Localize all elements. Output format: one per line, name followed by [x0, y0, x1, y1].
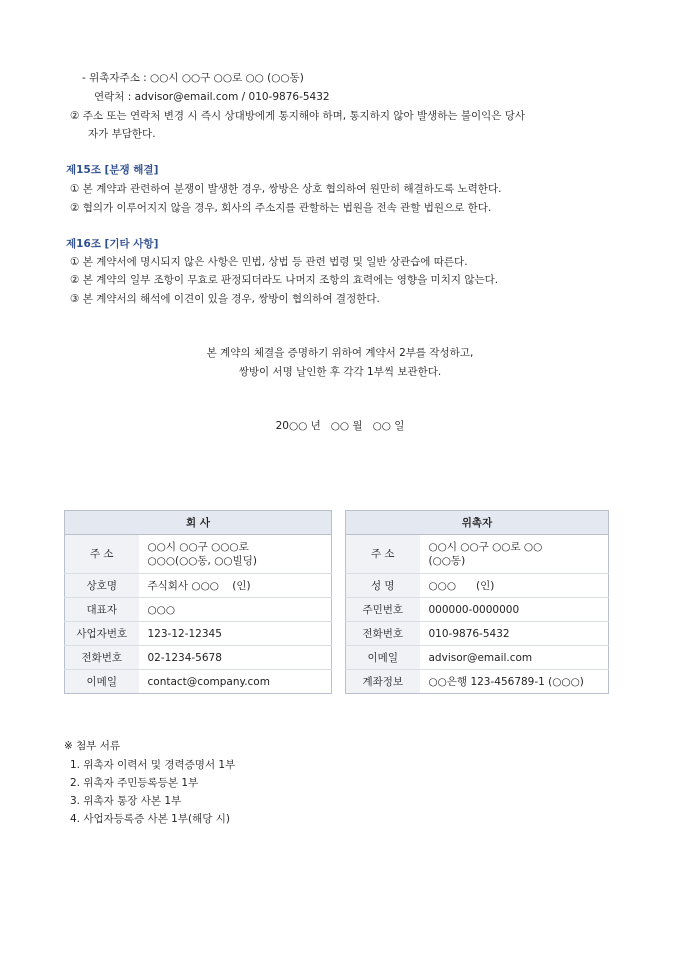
advisor-address-label: 주 소 [346, 535, 420, 574]
advisor-address-line2: (○○동) [428, 555, 466, 567]
advisor-account-value: ○○은행 123-456789-1 (○○○) [420, 670, 609, 694]
company-ceo-label: 대표자 [65, 598, 139, 622]
advisor-address-line: - 위촉자주소 : ○○시 ○○구 ○○로 ○○ (○○동) [82, 72, 304, 84]
advisor-email-label: 이메일 [346, 646, 420, 670]
company-address-line2: ○○○(○○동, ○○빌딩) [147, 555, 257, 567]
advisor-contact-line: 연락처 : advisor@email.com / 010-9876-5432 [94, 91, 330, 103]
advisor-name-value: ○○○ (인) [420, 574, 609, 598]
article16-title: 제16조 [기타 사항] [66, 238, 159, 250]
company-bizno-label: 사업자번호 [65, 622, 139, 646]
company-phone-label: 전화번호 [65, 646, 139, 670]
company-bizno-value: 123-12-12345 [139, 622, 332, 646]
advisor-signature-table [345, 510, 609, 694]
advisor-rrn-value: 000000-0000000 [420, 598, 609, 622]
article15-item-1: ① 본 계약과 관련하여 분쟁이 발생한 경우, 쌍방은 상호 협의하여 원만히 해결하도록 노력한다. [70, 183, 502, 195]
contract-date: 20○○ 년 ○○ 월 ○○ 일 [275, 420, 405, 432]
attachments-title: ※ 첨부 서류 [64, 740, 121, 752]
advisor-address-line1: ○○시 ○○구 ○○로 ○○ [428, 541, 543, 553]
advisor-email-value: advisor@email.com [420, 646, 609, 670]
advisor-phone-value: 010-9876-5432 [420, 622, 609, 646]
article14-item2-line1: ② 주소 또는 연락처 변경 시 즉시 상대방에게 통지해야 하며, 통지하지 않아 발생하는 불이익은 당사 [70, 110, 526, 122]
company-ceo-value: ○○○ [139, 598, 332, 622]
company-address-label: 주 소 [65, 535, 139, 574]
company-name-label: 상호명 [65, 574, 139, 598]
company-table-header: 회 사 [65, 511, 332, 535]
advisor-table-header: 위촉자 [346, 511, 609, 535]
company-email-value: contact@company.com [139, 670, 332, 694]
article14-item2-line2: 자가 부담한다. [88, 128, 156, 140]
attachment-item-4: 4. 사업자등록증 사본 1부(해당 시) [70, 813, 230, 825]
article16-item-3: ③ 본 계약서의 해석에 이견이 있을 경우, 쌍방이 협의하여 결정한다. [70, 293, 380, 305]
article16-item-2: ② 본 계약의 일부 조항이 무효로 판정되더라도 나머지 조항의 효력에는 영향을 미치지 않는다. [70, 274, 499, 286]
attachment-item-1: 1. 위촉자 이력서 및 경력증명서 1부 [70, 759, 236, 771]
advisor-address-value [420, 535, 609, 574]
attachment-item-2: 2. 위촉자 주민등록등본 1부 [70, 777, 199, 789]
article15-item-2: ② 협의가 이루어지지 않을 경우, 회사의 주소지를 관할하는 법원을 전속 관할 법원으로 한다. [70, 202, 492, 214]
company-signature-table [64, 510, 332, 694]
advisor-name-label: 성 명 [346, 574, 420, 598]
advisor-account-label: 계좌정보 [346, 670, 420, 694]
company-email-label: 이메일 [65, 670, 139, 694]
company-phone-value: 02-1234-5678 [139, 646, 332, 670]
advisor-rrn-label: 주민번호 [346, 598, 420, 622]
company-address-value [139, 535, 332, 574]
attachment-item-3: 3. 위촉자 통장 사본 1부 [70, 795, 182, 807]
article16-item-1: ① 본 계약서에 명시되지 않은 사항은 민법, 상법 등 관련 법령 및 일반 상관습에 따른다. [70, 256, 468, 268]
closing-line-1: 본 계약의 체결을 증명하기 위하여 계약서 2부를 작성하고, [206, 347, 474, 359]
article15-title: 제15조 [분쟁 해결] [66, 164, 159, 176]
advisor-phone-label: 전화번호 [346, 622, 420, 646]
closing-line-2: 쌍방이 서명 날인한 후 각각 1부씩 보관한다. [238, 366, 442, 378]
company-name-value: 주식회사 ○○○ (인) [139, 574, 332, 598]
company-address-line1: ○○시 ○○구 ○○○로 [147, 541, 249, 553]
